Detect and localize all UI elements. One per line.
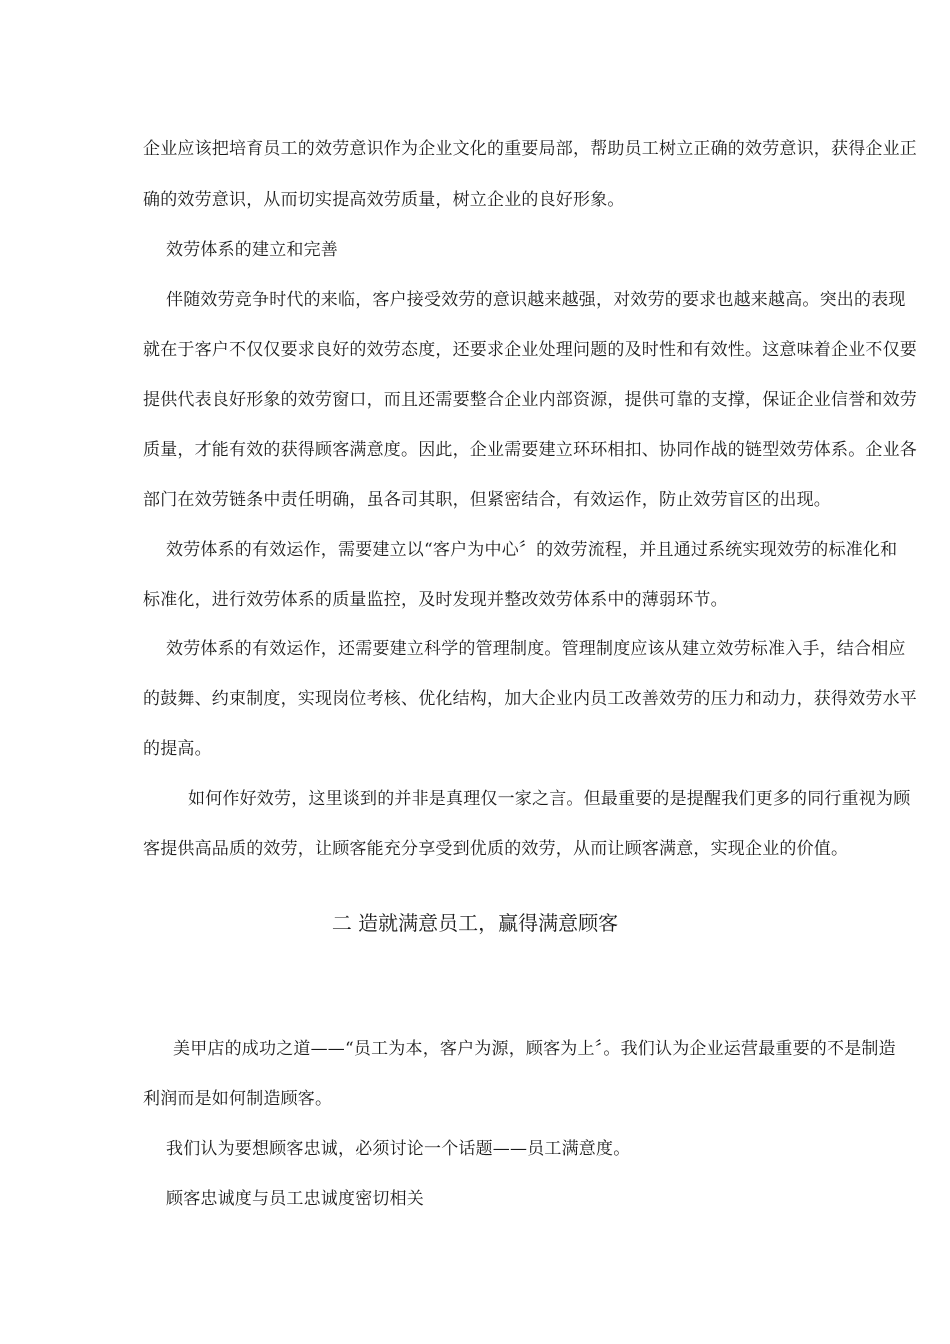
paragraph-line: 的提高。 (143, 739, 212, 759)
paragraph-line: 效劳体系的有效运作，需要建立以“客户为中心〞的效劳流程，并且通过系统实现效劳的标准化和 (166, 540, 898, 560)
paragraph-line: 质量，才能有效的获得顾客满意度。因此，企业需要建立环环相扣、协同作战的链型效劳体系。企业各 (143, 440, 917, 460)
paragraph-line: 效劳体系的有效运作，还需要建立科学的管理制度。管理制度应该从建立效劳标准入手，结合相应 (166, 639, 906, 659)
paragraph-line: 如何作好效劳，这里谈到的并非是真理仅一家之言。但最重要的是提醒我们更多的同行重视为顾 (188, 789, 911, 809)
section-heading: 二 造就满意员工，赢得满意顾客 (331, 911, 619, 935)
paragraph-line: 我们认为要想顾客忠诚，必须讨论一个话题——员工满意度。 (166, 1139, 631, 1159)
paragraph-line: 部门在效劳链条中责任明确，虽各司其职，但紧密结合，有效运作，防止效劳盲区的出现。 (143, 490, 831, 510)
paragraph-line: 的鼓舞、约束制度，实现岗位考核、优化结构，加大企业内员工改善效劳的压力和动力，获得效劳水平 (143, 689, 917, 709)
paragraph-line: 客提供高品质的效劳，让顾客能充分享受到优质的效劳，从而让顾客满意，实现企业的价值。 (143, 839, 849, 859)
paragraph-line: 就在于客户不仅仅要求良好的效劳态度，还要求企业处理问题的及时性和有效性。这意味着企业不仅要 (143, 340, 917, 360)
paragraph-line: 利润而是如何制造顾客。 (143, 1089, 333, 1109)
paragraph-line: 顾客忠诚度与员工忠诚度密切相关 (166, 1189, 424, 1209)
paragraph-line: 确的效劳意识，从而切实提高效劳质量，树立企业的良好形象。 (143, 190, 625, 210)
section-subtitle: 效劳体系的建立和完善 (166, 240, 338, 260)
paragraph-line: 企业应该把培育员工的效劳意识作为企业文化的重要局部，帮助员工树立正确的效劳意识，获得企业正 (143, 139, 917, 159)
paragraph-line: 伴随效劳竞争时代的来临，客户接受效劳的意识越来越强，对效劳的要求也越来越高。突出的表现 (166, 290, 906, 310)
paragraph-line: 提供代表良好形象的效劳窗口，而且还需要整合企业内部资源，提供可靠的支撑，保证企业信誉和效劳 (143, 390, 917, 410)
paragraph-line: 美甲店的成功之道——“员工为本，客户为源，顾客为上〞。我们认为企业运营最重要的不是制造 (173, 1039, 896, 1059)
paragraph-line: 标准化，进行效劳体系的质量监控，及时发现并整改效劳体系中的薄弱环节。 (143, 590, 728, 610)
